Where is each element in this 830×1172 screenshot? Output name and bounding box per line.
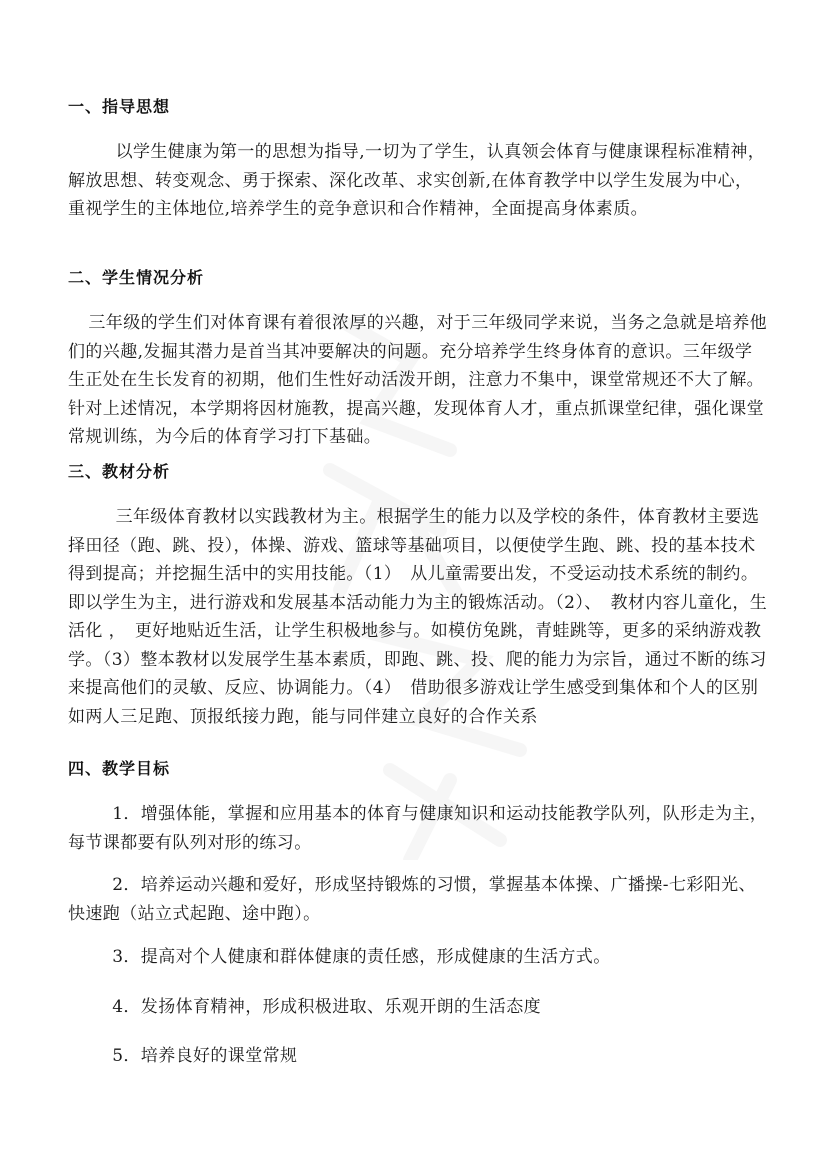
goal-item-5: 5．培养良好的课堂常规 xyxy=(112,1046,298,1066)
section-paragraph-guiding-ideology: 以学生健康为第一的思想为指导,一切为了学生，认真领会体育与健康课程标准精神，解放思想、转变观念、勇于探索、深化改革、求实创新,在体育教学中以学生发展为中心，重视学生的主体地位,培养学生的竞争意识和合作精神，全面提高身体素质。 xyxy=(68,142,766,219)
section-paragraph-student-analysis: 三年级的学生们对体育课有着很浓厚的兴趣，对于三年级同学来说，当务之急就是培养他们的兴趣,发掘其潜力是首当其冲要解决的问题。充分培养学生终身体育的意识。三年级学生正处在生长发育的初期，他们生性好动活泼开朗，注意力不集中，课堂常规还不大了解。针对上述情况，本学期将因材施教，提高兴趣，发现体育人才，重点抓课堂纪律，强化课堂常规训练，为今后的体育学习打下基础。 xyxy=(68,313,767,447)
section-heading-textbook-analysis: 三、教材分析 xyxy=(68,462,171,481)
section-heading-teaching-goals: 四、教学目标 xyxy=(68,759,171,778)
section-paragraph-textbook-analysis: 三年级体育教材以实践教材为主。根据学生的能力以及学校的条件，体育教材主要选择田径（跑、跳、投），体操、游戏、篮球等基础项目，以便使学生跑、跳、投的基本技术得到提高；并挖掘生活中的实用技能。（1） 从儿童需要出发，不受运动技术系统的制约。即以学生为主，进行游戏和发展基本活动能力为主的锻炼活动。（2）、 教材内容儿童化，生活化 ， 更好地贴近生活，让学生积极地参与。如模仿兔跳，青蛙跳等，更多的采纳游戏教学。（3）整本教材以发展学生基本素质，即跑、跳、投、爬的能力为宗旨，通过不断的练习来提高他们的灵敏、反应、协调能力。（4） 借助很多游戏让学生感受到集体和个人的区别如两人三足跑、顶报纸接力跑，能与同伴建立良好的合作关系 xyxy=(68,507,768,727)
section-heading-guiding-ideology: 一、指导思想 xyxy=(68,97,171,116)
goal-item-1: 1．增强体能，掌握和应用基本的体育与健康知识和运动技能教学队列，队形走为主，每节课都要有队列对形的练习。 xyxy=(68,804,768,853)
goal-item-2: 2．培养运动兴趣和爱好，形成坚持锻炼的习惯，掌握基本体操、广播操-七彩阳光、快速跑（站立式起跑、途中跑）。 xyxy=(68,875,756,924)
section-heading-student-analysis: 二、学生情况分析 xyxy=(68,268,205,287)
goal-item-4: 4．发扬体育精神，形成积极进取、乐观开朗的生活态度 xyxy=(112,997,542,1017)
goal-item-3: 3．提高对个人健康和群体健康的责任感，形成健康的生活方式。 xyxy=(112,947,611,967)
